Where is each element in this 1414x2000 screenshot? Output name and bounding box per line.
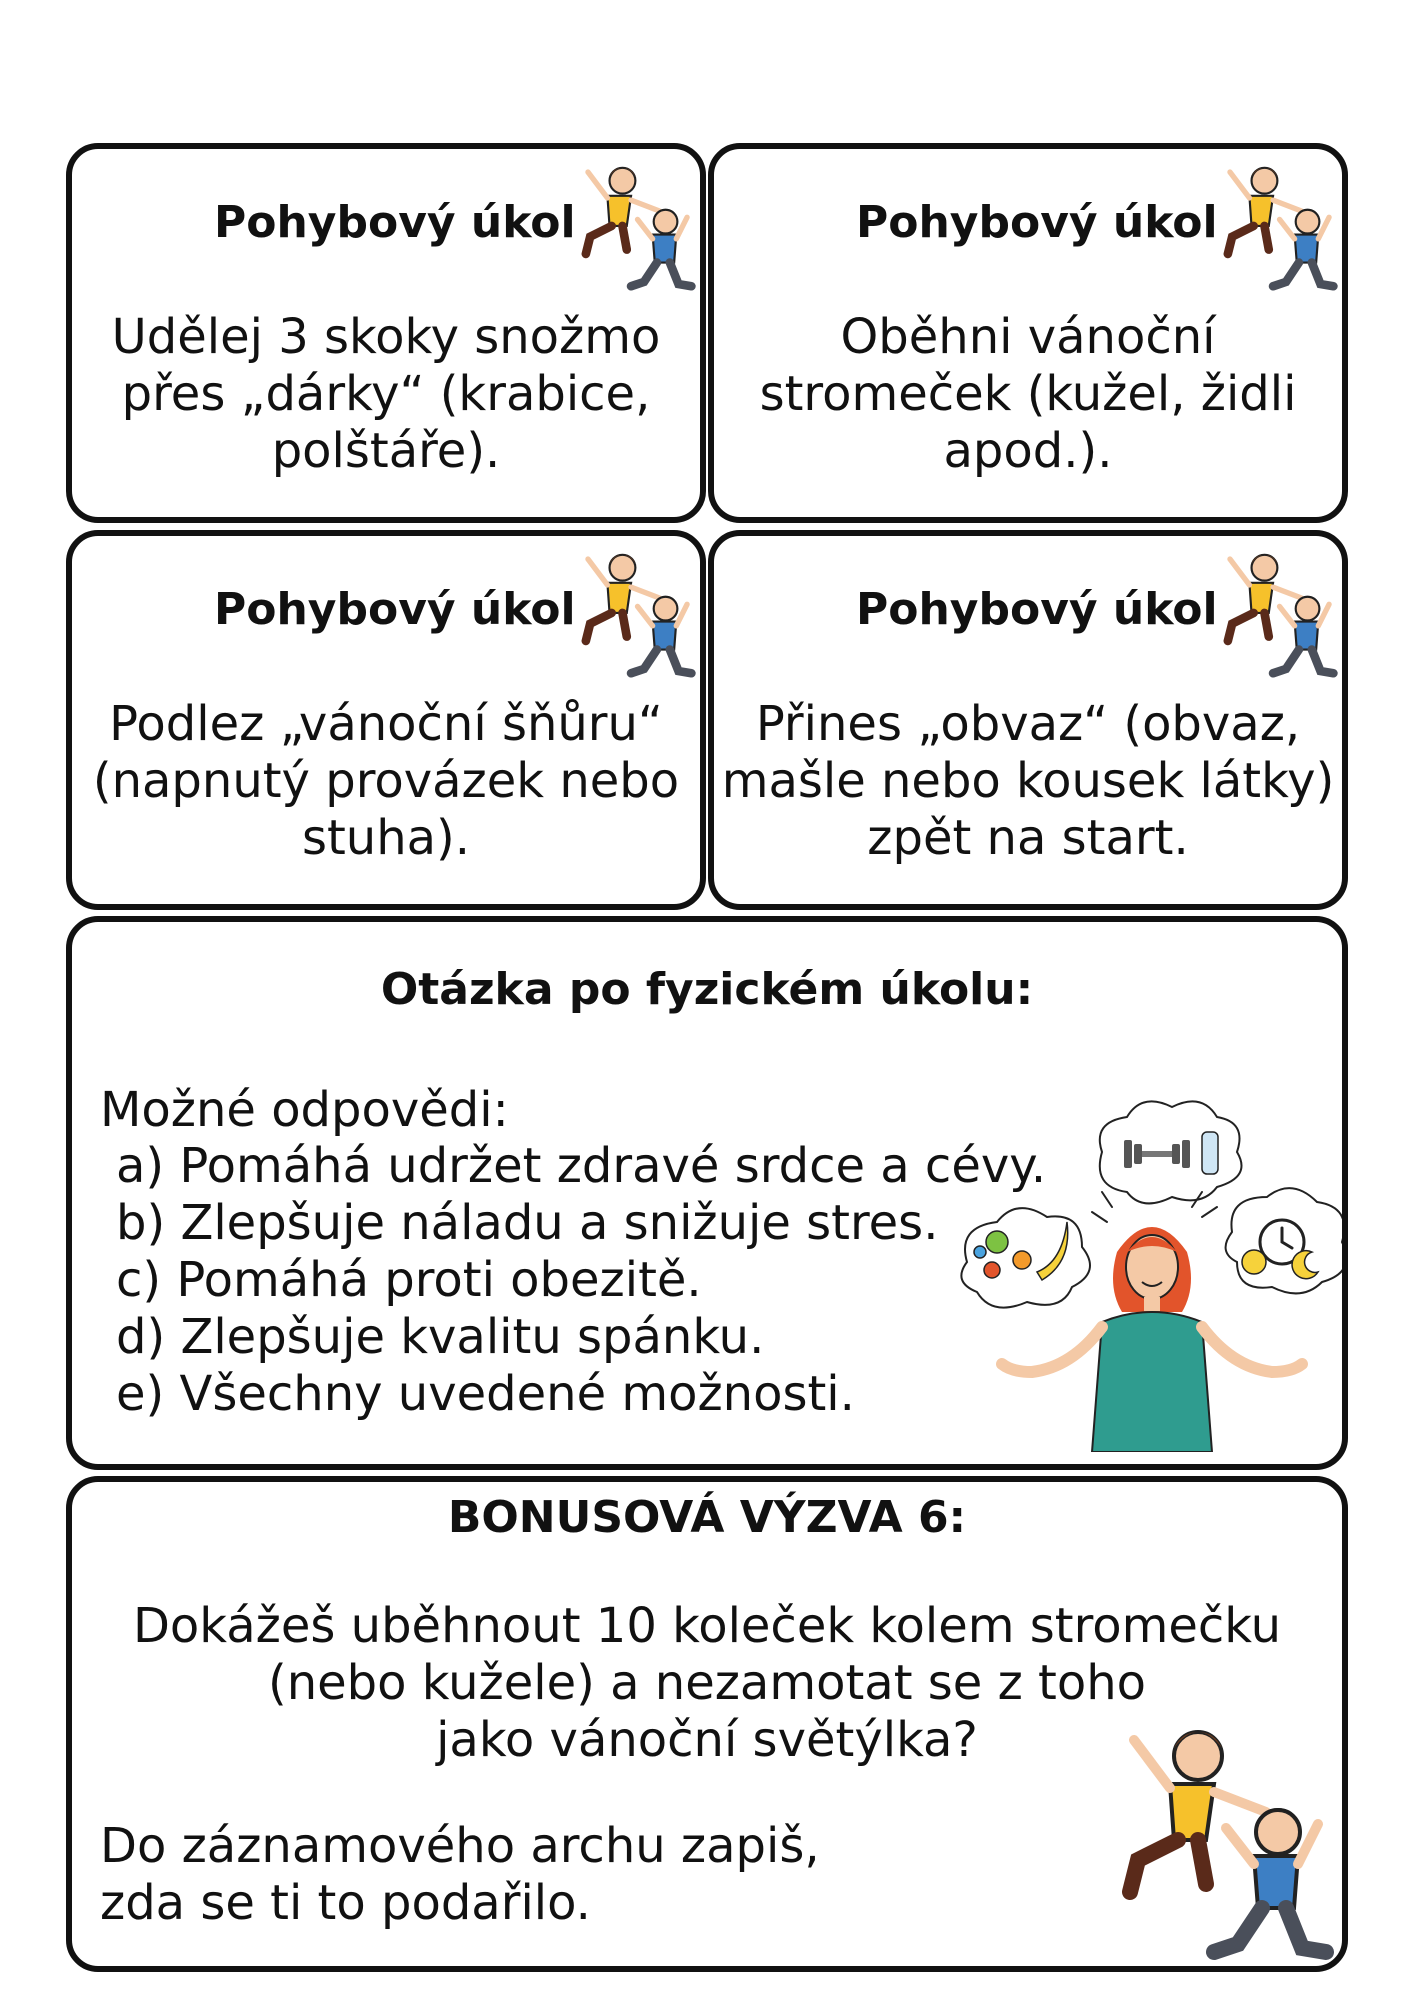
task-card-text: Podlez „vánoční šňůru“ (napnutý provázek nebo stuha). xyxy=(92,696,680,866)
question-card xyxy=(66,916,1348,1470)
task-card-3 xyxy=(66,530,706,910)
task-card-title: Pohybový úkol xyxy=(856,584,1218,635)
bonus-note: Do záznamového archu zapiš, zda se ti to podařilo. xyxy=(100,1818,820,1931)
task-card-4 xyxy=(708,530,1348,910)
jumping-kids-icon xyxy=(1082,1712,1342,1972)
answer-option-b: b) Zlepšuje náladu a snižuje stres. xyxy=(116,1195,939,1251)
jumping-kids-icon xyxy=(560,157,700,297)
task-card-1 xyxy=(66,143,706,523)
bonus-text: Dokážeš uběhnout 10 koleček kolem stromečku (nebo kužele) a nezamotat se z toho jako vánoční světýlka? xyxy=(132,1598,1282,1768)
answer-option-d: d) Zlepšuje kvalitu spánku. xyxy=(116,1309,765,1365)
task-card-2 xyxy=(708,143,1348,523)
jumping-kids-icon xyxy=(560,544,700,684)
bonus-title: BONUSOVÁ VÝZVA 6: xyxy=(447,1492,967,1543)
bonus-card xyxy=(66,1476,1348,1972)
healthy-woman-illustration-icon xyxy=(952,1092,1348,1452)
answers-label: Možné odpovědi: xyxy=(100,1082,509,1138)
task-card-title: Pohybový úkol xyxy=(214,584,576,635)
answer-option-a: a) Pomáhá udržet zdravé srdce a cévy. xyxy=(116,1138,1047,1194)
answer-option-e: e) Všechny uvedené možnosti. xyxy=(116,1366,855,1422)
jumping-kids-icon xyxy=(1202,544,1342,684)
task-card-text: Oběhni vánoční stromeček (kužel, židli apod.). xyxy=(759,309,1297,479)
question-title: Otázka po fyzickém úkolu: xyxy=(380,964,1034,1015)
answer-option-c: c) Pomáhá proti obezitě. xyxy=(116,1252,702,1308)
task-card-text: Přines „obvaz“ (obvaz, mašle nebo kousek látky) zpět na start. xyxy=(721,696,1335,866)
task-card-title: Pohybový úkol xyxy=(214,197,576,248)
task-card-title: Pohybový úkol xyxy=(856,197,1218,248)
task-card-text: Udělej 3 skoky snožmo přes „dárky“ (krabice, polštáře). xyxy=(111,309,661,479)
answer-options xyxy=(116,1138,1046,1423)
jumping-kids-icon xyxy=(1202,157,1342,297)
